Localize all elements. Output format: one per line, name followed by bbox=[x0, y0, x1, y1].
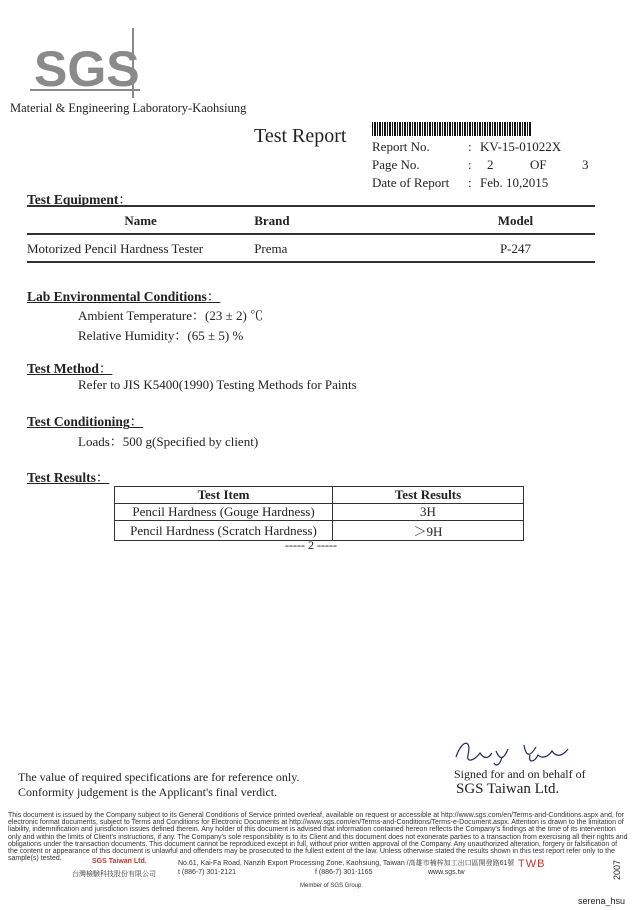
footer-company-en: SGS Taiwan Ltd. bbox=[92, 858, 147, 865]
results-heading: Test Results： bbox=[27, 470, 110, 485]
signature bbox=[452, 735, 572, 767]
footer-fax: f (886-7) 301-1165 bbox=[315, 869, 373, 876]
footer-tel: t (886-7) 301-2121 bbox=[178, 869, 236, 876]
report-title: Test Report bbox=[254, 125, 347, 147]
barcode bbox=[372, 122, 532, 136]
table-header: Name Brand Model bbox=[27, 206, 595, 234]
report-no: KV-15-01022X bbox=[480, 139, 562, 154]
method-heading: Test Method： bbox=[27, 361, 113, 376]
temperature: Ambient Temperature：(23 ± 2) ℃ bbox=[78, 308, 264, 323]
footer-address: No.61, Kai-Fa Road, Nanzih Export Processing Zone, Kaohsiung, Taiwan /高雄市楠梓加工出口區開發路61號 bbox=[178, 860, 515, 867]
method-text: Refer to JIS K5400(1990) Testing Methods for Paints bbox=[78, 377, 357, 392]
humidity: Relative Humidity：(65 ± 5) % bbox=[78, 328, 244, 343]
conditioning-text: Loads：500 g(Specified by client) bbox=[78, 434, 259, 449]
svg-text:SGS: SGS bbox=[34, 41, 140, 97]
table-row: Pencil Hardness (Gouge Hardness) 3H bbox=[115, 504, 524, 521]
report-date: Feb. 10,2015 bbox=[480, 175, 549, 190]
results-table bbox=[114, 486, 524, 541]
note-line-1: The value of required specifications are for reference only. bbox=[18, 770, 300, 784]
footer-member: Member of SGS Group bbox=[300, 883, 362, 889]
signing-company: SGS Taiwan Ltd. bbox=[456, 781, 560, 797]
equipment-table bbox=[27, 205, 595, 263]
page-marker: ----- 2 ----- bbox=[285, 538, 337, 552]
footer-web: www.sgs.tw bbox=[428, 869, 465, 876]
note-line-2: Conformity judgement is the Applicant's final verdict. bbox=[18, 785, 278, 799]
disclaimer: This document is issued by the Company subject to its General Conditions of Service printed overleaf, available on request or accessible at http://www.sgs.com/en/Terms-and-Conditions.aspx and, for electronic format documents, subject to Terms and Conditions for Electronic Documents at http://www.sgs.com/en/Terms-and-Conditions/Terms-e-Document.aspx. Attention is drawn to the limitation of liability, indemnification and jurisdiction issues defined therein. Any holder of this document is advised that information contained hereon reflects the Company's findings at the time of its intervention only and within the limits of Client's instructions, if any. The Company's sole responsibility is to its Client and this document does not exonerate parties to a transaction from exercising all their rights and obligations under the transaction documents. This document cannot be reproduced except in full, without prior written approval of the Company. Any unauthorized alteration, forgery or falsification of the content or appearance of this document is unlawful and offenders may be prosecuted to the fullest extent of the law. Unless otherwise stated the results shown in this test report refer only to the sample(s) tested. bbox=[8, 812, 628, 863]
sgs-logo bbox=[30, 28, 140, 98]
environment-heading: Lab Environmental Conditions： bbox=[27, 289, 221, 304]
twb-code: TWB bbox=[518, 858, 546, 870]
table-row: Motorized Pencil Hardness Tester Prema P-247 bbox=[27, 234, 595, 262]
clerk-name: serena_hsu bbox=[578, 896, 626, 906]
conditioning-heading: Test Conditioning： bbox=[27, 414, 144, 429]
lab-name: Material & Engineering Laboratory-Kaohsiung bbox=[10, 101, 247, 115]
footer-company-zh: 台灣檢驗科技股份有限公司 bbox=[72, 871, 156, 878]
side-code: 2007 bbox=[612, 859, 622, 880]
signed-for: Signed for and on behalf of bbox=[454, 767, 586, 781]
table-row: Pencil Hardness (Scratch Hardness) ＞9H bbox=[115, 521, 524, 541]
table-header: Test Item Test Results bbox=[115, 487, 524, 504]
equipment-heading: Test Equipment： bbox=[27, 192, 132, 207]
